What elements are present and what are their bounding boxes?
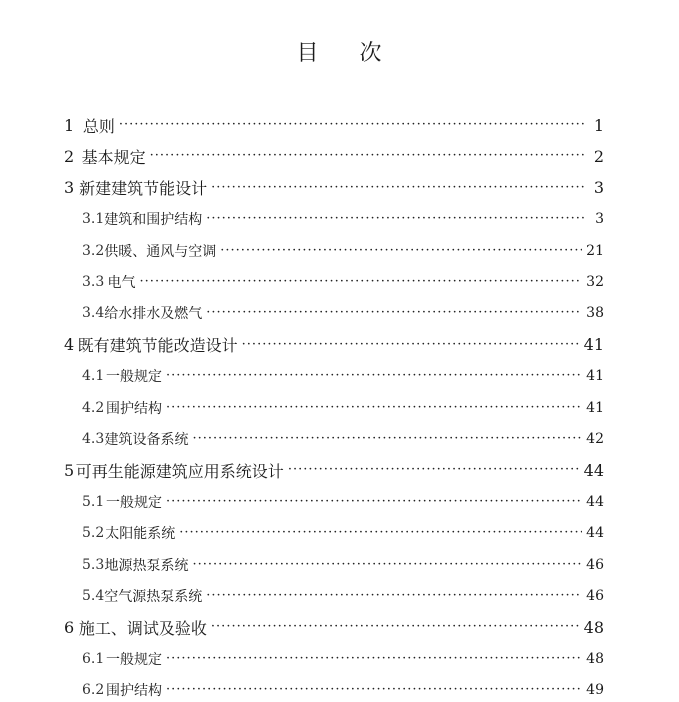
toc-entry-page: 49 (586, 682, 604, 699)
toc-entry-title: 太阳能系统 (105, 526, 176, 543)
toc-leader-dots (166, 490, 582, 514)
toc-entry-number: 5.4 (82, 588, 105, 604)
toc-section-entry[interactable] (64, 490, 604, 514)
toc-entry-title: 新建建筑节能设计 (79, 179, 208, 199)
toc-leader-dots (220, 239, 582, 263)
toc-entry-title: 基本规定 (81, 147, 146, 167)
toc-section-entry[interactable] (64, 207, 604, 231)
toc-leader-dots (211, 615, 580, 639)
toc-section-entry[interactable] (64, 427, 604, 451)
toc-entry-title: 一般规定 (106, 651, 163, 668)
toc-leader-dots (166, 647, 582, 671)
toc-entry-title: 供暖、通风与空调 (104, 243, 217, 260)
toc-entry-number: 4.2 (82, 399, 105, 416)
toc-entry-page: 32 (586, 274, 604, 290)
toc-section-entry[interactable] (64, 270, 604, 294)
toc-entry-page: 2 (593, 146, 604, 166)
toc-entry-page: 48 (583, 617, 604, 637)
toc-entry-number: 3.4 (82, 305, 105, 322)
toc-leader-dots (140, 270, 583, 294)
toc-entry-page: 21 (586, 242, 604, 259)
toc-section-entry[interactable] (64, 521, 604, 545)
toc-entry-number: 4.3 (82, 431, 105, 447)
toc-entry-number: 3.3 (82, 274, 105, 290)
toc-leader-dots (211, 176, 586, 200)
toc-entry-page: 3 (595, 211, 604, 228)
toc-leader-dots (150, 144, 586, 168)
toc-entry-title: 一般规定 (106, 494, 163, 511)
toc-leader-dots (179, 521, 582, 545)
toc-entry-title: 一般规定 (106, 369, 163, 386)
toc-entry-title: 建筑和围护结构 (104, 212, 203, 229)
toc-entry-number: 5.1 (82, 493, 105, 510)
toc-entry-page: 46 (586, 556, 604, 573)
toc-entry-title: 可再生能源建筑应用系统设计 (75, 461, 284, 481)
title-char-right: 次 (359, 41, 383, 66)
toc-entry-number: 5.2 (82, 525, 105, 542)
toc-leader-dots (206, 301, 582, 325)
toc-entry-page: 46 (586, 588, 604, 604)
toc-leader-dots (119, 113, 586, 137)
toc-section-entry[interactable] (64, 647, 604, 671)
toc-entry-number: 2 (64, 146, 75, 166)
toc-leader-dots (206, 207, 586, 231)
toc-entry-title: 施工、调试及验收 (78, 618, 207, 638)
toc-entry-number: 6.1 (82, 650, 105, 667)
toc-chapter-entry[interactable] (64, 333, 604, 357)
toc-entry-number: 3 (64, 178, 75, 198)
toc-leader-dots (288, 458, 580, 482)
toc-section-entry[interactable] (64, 678, 604, 702)
toc-entry-title: 建筑设备系统 (104, 432, 189, 448)
toc-section-entry[interactable] (64, 364, 604, 388)
page-title (0, 36, 679, 67)
toc-entry-number: 5.3 (82, 556, 105, 573)
toc-entry-page: 44 (586, 525, 604, 542)
toc-entry-page: 41 (586, 368, 604, 385)
toc-entry-page: 41 (583, 335, 604, 355)
toc-entry-page: 41 (586, 399, 604, 416)
toc-leader-dots (193, 427, 583, 451)
toc-entry-page: 3 (593, 178, 604, 198)
toc-section-entry[interactable] (64, 553, 604, 577)
toc-entry-title: 地源热泵系统 (104, 557, 189, 574)
toc-entry-title: 总则 (82, 116, 115, 136)
toc-leader-dots (166, 678, 582, 702)
toc-entry-title: 给水排水及燃气 (104, 306, 203, 323)
toc-entry-page: 38 (586, 305, 604, 322)
toc-chapter-entry[interactable] (64, 144, 604, 168)
toc-entry-page: 1 (593, 115, 604, 135)
toc-entry-title: 空气源热泵系统 (104, 589, 203, 605)
toc-entry-page: 42 (586, 431, 604, 447)
toc-entry-number: 4 (64, 335, 75, 355)
toc-entry-number: 6 (64, 617, 75, 637)
toc-entry-page: 48 (586, 650, 604, 667)
toc-leader-dots (242, 333, 580, 357)
toc-entry-page: 44 (586, 493, 604, 510)
toc-entry-title: 围护结构 (106, 683, 163, 700)
toc-chapter-entry[interactable] (64, 615, 604, 639)
toc-section-entry[interactable] (64, 301, 604, 325)
toc-entry-number: 3.1 (82, 211, 105, 228)
toc-section-entry[interactable] (64, 584, 604, 608)
toc-leader-dots (166, 396, 582, 420)
toc-entry-title: 围护结构 (106, 400, 163, 417)
toc-chapter-entry[interactable] (64, 113, 604, 137)
toc-entry-title: 既有建筑节能改造设计 (77, 336, 238, 356)
toc-section-entry[interactable] (64, 396, 604, 420)
toc-leader-dots (193, 553, 583, 577)
title-char-left: 目 (296, 41, 320, 66)
toc-entry-page: 44 (583, 460, 604, 480)
toc-entry-number: 4.1 (82, 368, 105, 385)
toc-entry-number: 1 (64, 115, 75, 135)
toc-entry-title: 电气 (107, 275, 136, 291)
toc-leader-dots (206, 584, 582, 608)
toc-entry-number: 5 (64, 460, 75, 480)
toc-entry-number: 3.2 (82, 242, 105, 259)
toc-entry-number: 6.2 (82, 682, 105, 699)
toc-leader-dots (166, 364, 582, 388)
toc-chapter-entry[interactable] (64, 176, 604, 200)
toc-section-entry[interactable] (64, 239, 604, 263)
toc-chapter-entry[interactable] (64, 458, 604, 482)
